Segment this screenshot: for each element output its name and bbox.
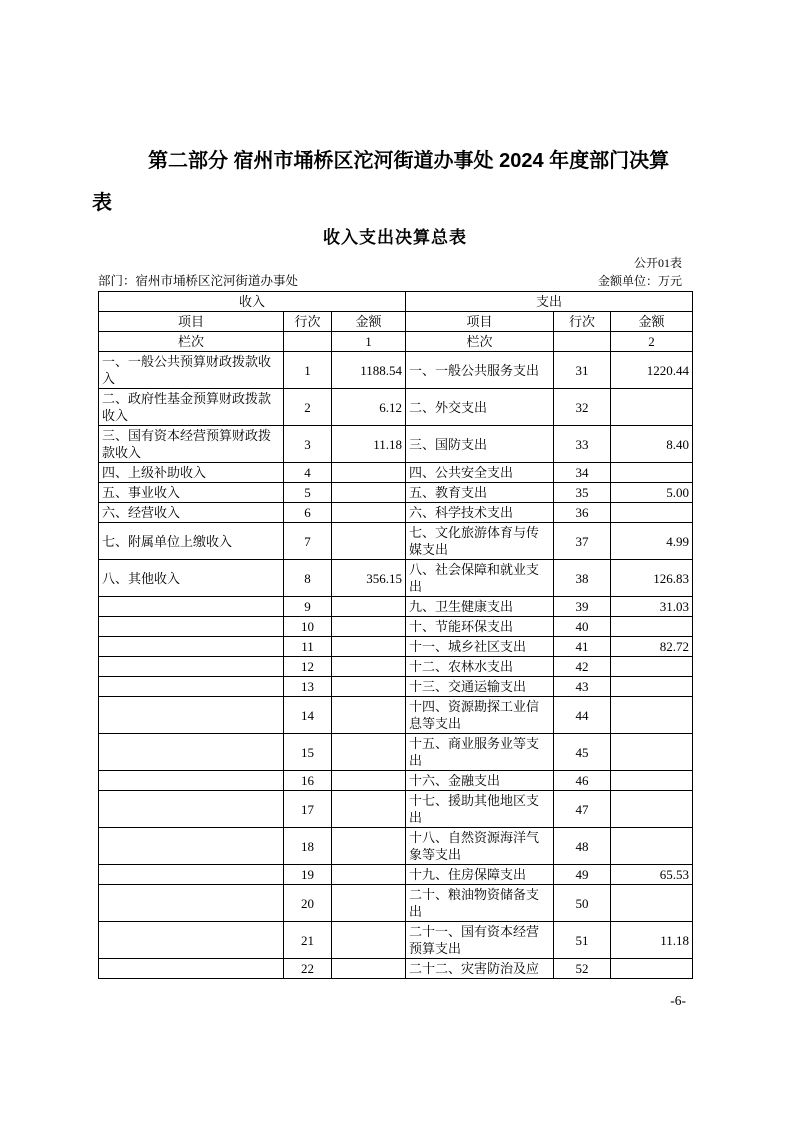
expense-item-cell: 十四、资源勘探工业信息等支出 [406, 697, 554, 734]
income-amount-cell: 6.12 [332, 389, 406, 426]
income-amount-cell [332, 657, 406, 677]
expense-item-cell: 二、外交支出 [406, 389, 554, 426]
income-item-cell [99, 791, 284, 828]
expense-line-cell: 52 [554, 959, 611, 979]
table-body [99, 352, 693, 979]
income-line-cell: 21 [284, 922, 332, 959]
income-line-cell: 17 [284, 791, 332, 828]
income-section-header: 收入 [99, 292, 406, 312]
expense-line-cell: 37 [554, 523, 611, 560]
expense-amount-cell [611, 697, 693, 734]
income-item-cell [99, 657, 284, 677]
income-item-cell [99, 865, 284, 885]
income-amount-cell: 356.15 [332, 560, 406, 597]
expense-amount-cell [611, 885, 693, 922]
table-row [99, 503, 693, 523]
table-row [99, 771, 693, 791]
income-item-cell: 七、附属单位上缴收入 [99, 523, 284, 560]
table-row [99, 597, 693, 617]
expense-amount-cell [611, 959, 693, 979]
income-line-header: 行次 [284, 312, 332, 332]
income-item-cell [99, 922, 284, 959]
income-line-cell: 14 [284, 697, 332, 734]
table-title: 收入支出决算总表 [323, 228, 467, 247]
income-item-cell: 二、政府性基金预算财政拨款收入 [99, 389, 284, 426]
income-lanci-blank [284, 332, 332, 352]
expense-amount-cell [611, 389, 693, 426]
expense-item-cell: 六、科学技术支出 [406, 503, 554, 523]
expense-item-cell: 五、教育支出 [406, 483, 554, 503]
expense-line-cell: 41 [554, 637, 611, 657]
income-item-cell [99, 828, 284, 865]
section-header-row [99, 292, 693, 312]
income-amount-cell [332, 523, 406, 560]
income-amount-cell [332, 483, 406, 503]
expense-amount-cell: 5.00 [611, 483, 693, 503]
income-line-cell: 22 [284, 959, 332, 979]
expense-item-cell: 十、节能环保支出 [406, 617, 554, 637]
expense-line-cell: 33 [554, 426, 611, 463]
income-item-header: 项目 [99, 312, 284, 332]
expense-line-cell: 47 [554, 791, 611, 828]
expense-lanci-blank [554, 332, 611, 352]
expense-line-cell: 42 [554, 657, 611, 677]
income-amount-cell [332, 503, 406, 523]
column-header-row [99, 312, 693, 332]
page-number: -6- [670, 993, 686, 1008]
amount-unit-label: 金额单位：万元 [597, 274, 682, 288]
table-row [99, 426, 693, 463]
income-amount-cell [332, 865, 406, 885]
income-amount-cell [332, 637, 406, 657]
income-item-cell: 八、其他收入 [99, 560, 284, 597]
table-row [99, 657, 693, 677]
table-row [99, 677, 693, 697]
expense-amount-cell [611, 771, 693, 791]
expense-amount-cell [611, 677, 693, 697]
expense-amount-cell [611, 791, 693, 828]
income-line-cell: 9 [284, 597, 332, 617]
expense-lanci-label: 栏次 [406, 332, 554, 352]
expense-column-index: 2 [611, 332, 693, 352]
table-row [99, 617, 693, 637]
expense-item-cell: 九、卫生健康支出 [406, 597, 554, 617]
income-line-cell: 1 [284, 352, 332, 389]
table-row [99, 734, 693, 771]
income-item-cell: 六、经营收入 [99, 503, 284, 523]
expense-item-cell: 二十、粮油物资储备支出 [406, 885, 554, 922]
document-title [92, 140, 692, 224]
expense-amount-cell: 11.18 [611, 922, 693, 959]
income-amount-cell [332, 791, 406, 828]
expense-amount-cell [611, 734, 693, 771]
expense-line-cell: 38 [554, 560, 611, 597]
expense-amount-cell [611, 463, 693, 483]
income-line-cell: 20 [284, 885, 332, 922]
expense-item-cell: 二十一、国有资本经营预算支出 [406, 922, 554, 959]
column-index-row [99, 332, 693, 352]
income-item-cell [99, 885, 284, 922]
income-line-cell: 15 [284, 734, 332, 771]
expense-line-cell: 36 [554, 503, 611, 523]
income-item-cell [99, 677, 284, 697]
income-column-index: 1 [332, 332, 406, 352]
income-line-cell: 8 [284, 560, 332, 597]
expense-line-cell: 31 [554, 352, 611, 389]
expense-amount-cell [611, 657, 693, 677]
department-label: 部门：宿州市埇桥区沱河街道办事处 [98, 274, 299, 288]
expense-item-header: 项目 [406, 312, 554, 332]
expense-line-cell: 46 [554, 771, 611, 791]
expense-item-cell: 十五、商业服务业等支出 [406, 734, 554, 771]
income-item-cell [99, 959, 284, 979]
income-item-cell [99, 637, 284, 657]
expense-item-cell: 八、社会保障和就业支出 [406, 560, 554, 597]
income-line-cell: 18 [284, 828, 332, 865]
table-row [99, 865, 693, 885]
income-line-cell: 12 [284, 657, 332, 677]
income-amount-cell [332, 463, 406, 483]
table-row [99, 483, 693, 503]
expense-item-cell: 十二、农林水支出 [406, 657, 554, 677]
expense-item-cell: 十七、援助其他地区支出 [406, 791, 554, 828]
income-line-cell: 10 [284, 617, 332, 637]
income-line-cell: 7 [284, 523, 332, 560]
income-item-cell [99, 617, 284, 637]
expense-line-cell: 49 [554, 865, 611, 885]
income-line-cell: 13 [284, 677, 332, 697]
expense-amount-cell: 4.99 [611, 523, 693, 560]
table-row [99, 463, 693, 483]
expense-line-cell: 43 [554, 677, 611, 697]
income-amount-cell [332, 828, 406, 865]
income-line-cell: 11 [284, 637, 332, 657]
table-row [99, 389, 693, 426]
table-row [99, 352, 693, 389]
document-title-line2: 表 [92, 192, 112, 214]
table-row [99, 697, 693, 734]
income-item-cell [99, 697, 284, 734]
expense-line-cell: 35 [554, 483, 611, 503]
table-meta-row [98, 273, 692, 289]
income-amount-cell [332, 885, 406, 922]
income-amount-cell: 11.18 [332, 426, 406, 463]
expense-line-cell: 34 [554, 463, 611, 483]
income-amount-cell [332, 697, 406, 734]
expense-amount-cell: 82.72 [611, 637, 693, 657]
expense-line-cell: 45 [554, 734, 611, 771]
table-code-label: 公开01表 [633, 256, 682, 270]
expense-amount-cell: 31.03 [611, 597, 693, 617]
income-line-cell: 6 [284, 503, 332, 523]
income-item-cell: 五、事业收入 [99, 483, 284, 503]
expense-amount-cell: 8.40 [611, 426, 693, 463]
document-title-line1: 第二部分 宿州市埇桥区沱河街道办事处 2024 年度部门决算 [148, 150, 670, 172]
income-amount-cell [332, 597, 406, 617]
expense-line-cell: 44 [554, 697, 611, 734]
expense-amount-cell: 1220.44 [611, 352, 693, 389]
income-amount-cell [332, 617, 406, 637]
income-amount-cell [332, 922, 406, 959]
income-item-cell [99, 597, 284, 617]
expense-amount-cell [611, 503, 693, 523]
income-item-cell: 四、上级补助收入 [99, 463, 284, 483]
table-row [99, 560, 693, 597]
expense-amount-cell: 65.53 [611, 865, 693, 885]
budget-summary-table [98, 291, 693, 979]
expense-item-cell: 十三、交通运输支出 [406, 677, 554, 697]
table-row [99, 922, 693, 959]
table-row [99, 885, 693, 922]
expense-line-cell: 50 [554, 885, 611, 922]
table-row [99, 791, 693, 828]
expense-line-cell: 32 [554, 389, 611, 426]
expense-amount-header: 金额 [611, 312, 693, 332]
expense-line-cell: 39 [554, 597, 611, 617]
expense-item-cell: 十八、自然资源海洋气象等支出 [406, 828, 554, 865]
income-item-cell: 三、国有资本经营预算财政拨款收入 [99, 426, 284, 463]
table-row [99, 828, 693, 865]
expense-item-cell: 四、公共安全支出 [406, 463, 554, 483]
income-line-cell: 4 [284, 463, 332, 483]
expense-item-cell: 一、一般公共服务支出 [406, 352, 554, 389]
expense-item-cell: 十九、住房保障支出 [406, 865, 554, 885]
income-line-cell: 2 [284, 389, 332, 426]
income-amount-header: 金额 [332, 312, 406, 332]
income-line-cell: 19 [284, 865, 332, 885]
income-item-cell: 一、一般公共预算财政拨款收入 [99, 352, 284, 389]
income-lanci-label: 栏次 [99, 332, 284, 352]
expense-line-cell: 51 [554, 922, 611, 959]
expense-line-cell: 48 [554, 828, 611, 865]
income-line-cell: 5 [284, 483, 332, 503]
income-item-cell [99, 734, 284, 771]
expense-amount-cell [611, 617, 693, 637]
expense-amount-cell: 126.83 [611, 560, 693, 597]
expense-item-cell: 七、文化旅游体育与传媒支出 [406, 523, 554, 560]
income-amount-cell: 1188.54 [332, 352, 406, 389]
income-amount-cell [332, 677, 406, 697]
income-amount-cell [332, 734, 406, 771]
expense-amount-cell [611, 828, 693, 865]
income-amount-cell [332, 771, 406, 791]
expense-item-cell: 十六、金融支出 [406, 771, 554, 791]
income-line-cell: 3 [284, 426, 332, 463]
table-row [99, 523, 693, 560]
income-amount-cell [332, 959, 406, 979]
expense-line-header: 行次 [554, 312, 611, 332]
expense-item-cell: 三、国防支出 [406, 426, 554, 463]
table-row [99, 637, 693, 657]
income-line-cell: 16 [284, 771, 332, 791]
expense-item-cell: 二十二、灾害防治及应 [406, 959, 554, 979]
expense-line-cell: 40 [554, 617, 611, 637]
expense-item-cell: 十一、城乡社区支出 [406, 637, 554, 657]
income-item-cell [99, 771, 284, 791]
table-row [99, 959, 693, 979]
expense-section-header: 支出 [406, 292, 693, 312]
